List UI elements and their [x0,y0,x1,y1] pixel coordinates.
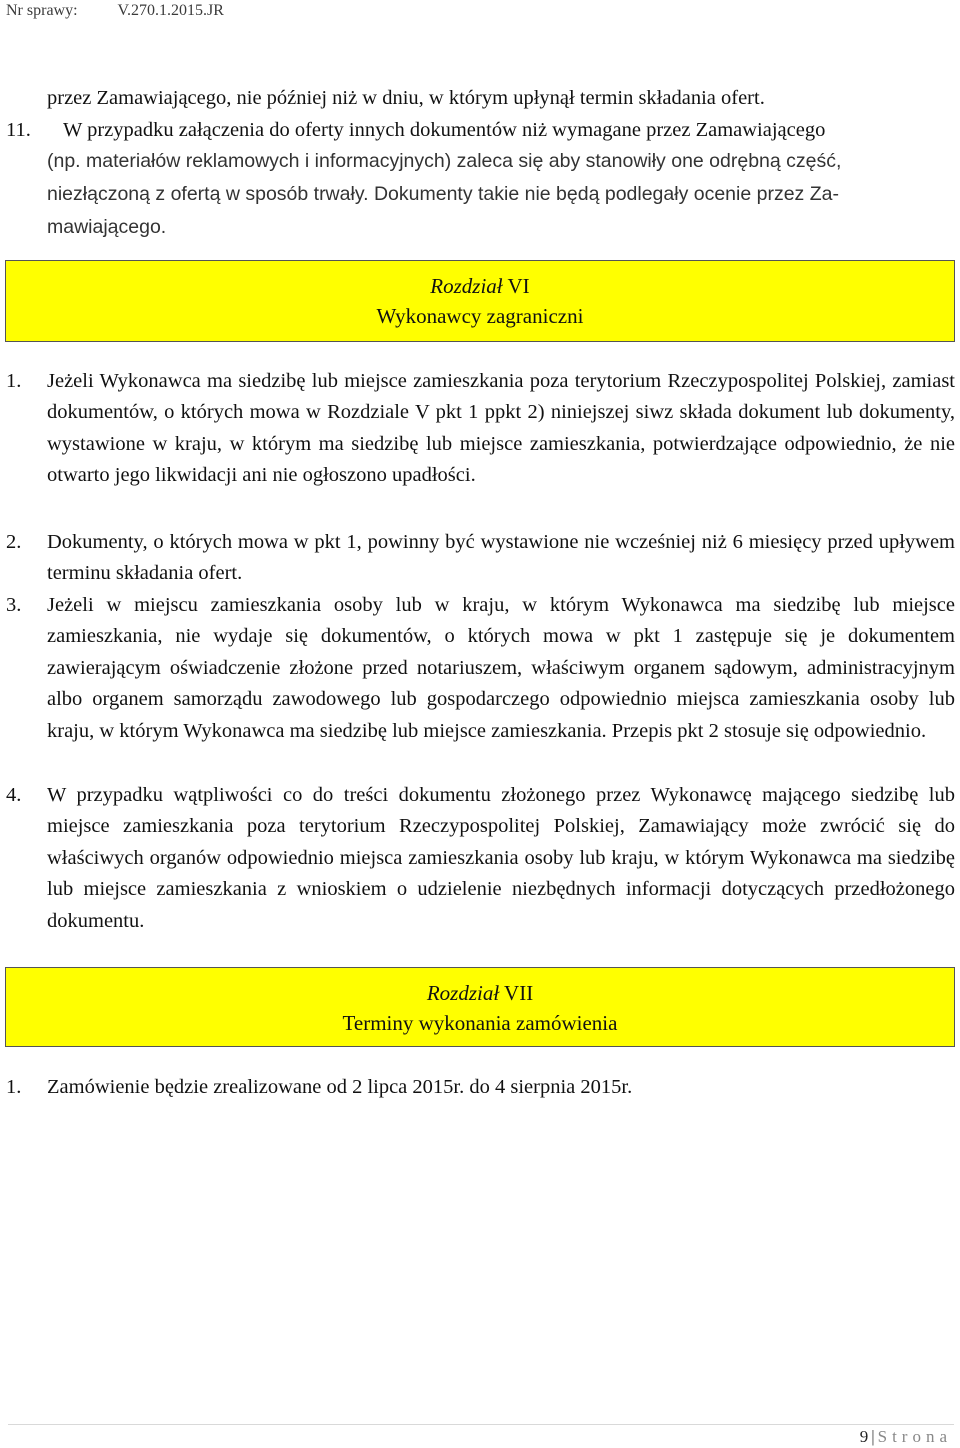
item-11-line: W przypadku załączenia do oferty innych dokumentów niż wymagane przez Zamawiającego [63,119,826,141]
chapter-6-heading [5,260,955,342]
chapter-number: VII [504,981,534,1005]
chapter-7-title: Terminy wykonania zamówienia [342,1011,618,1035]
s7-item-1-text: Zamówienie będzie zrealizowane od 2 lipca 2015r. do 4 sierpnia 2015r. [47,1076,633,1098]
s7-item-1-number: 1. [6,1076,22,1098]
s6-item-4-text: W przypadku wątpliwości co do treści dokumentu złożonego przez Wykonawcę mającego siedzibę lub miejsce zamieszkania poza terytorium Rzeczypospolitej Polskiej, Zamawiający może zwrócić się do właściwych organów odpowiednio miejsca zamieszkania osoby lub kraju, w którym Wykonawca ma siedzibę lub miejsce zamieszkania z wnioskiem o udzielenie niezbędnych informacji dotyczących przedłożonego dokumentu. [47,784,955,932]
chapter-word: Rozdział [430,274,503,298]
s6-item-2-number: 2. [6,531,22,553]
chapter-number: VI [507,274,530,298]
item-11-line: mawiającego. [47,216,167,238]
footer-separator: | [871,1427,875,1446]
page-label: Strona [877,1427,952,1446]
chapter-word: Rozdział [426,981,500,1005]
s6-item-1-text: Jeżeli Wykonawca ma siedzibę lub miejsce zamieszkania poza terytorium Rzeczypospolitej Polskiej, zamiast dokumentów, o których mowa w Rozdziale V pkt 1 ppkt 2) niniejszej siwz składa dokument lub dokumenty, wystawione w kraju, w którym ma siedzibę lub miejsce zamieszkania, potwierdzające odpowiednio, że nie otwarto jego likwidacji ani nie ogłoszono upadłości. [47,370,955,487]
item-11-number: 11. [6,119,31,141]
chapter-7-heading [5,967,955,1047]
page-number: 9 [859,1427,869,1446]
chapter-6-title: Wykonawcy zagraniczni [376,304,584,328]
s6-item-3-text: Jeżeli w miejscu zamieszkania osoby lub w kraju, w którym Wykonawca ma siedzibę lub miejsce zamieszkania, nie wydaje się dokumentów, o których mowa w pkt 1 zastępuje się je dokumentem zawierającym oświadczenie złożone przed notariuszem, właściwym organem sądowym, administracyjnym albo organem samorządu zawodowego lub gospodarczego odpowiednio miejsca zamieszkania osoby lub kraju, w którym Wykonawca ma siedzibę lub miejsce zamieszkania. Przepis pkt 2 stosuje się odpowiednio. [47,594,955,742]
s6-item-4-number: 4. [6,784,22,806]
case-label: Nr sprawy: [6,2,78,19]
chapter-6-label [6,271,954,301]
s6-item-3-number: 3. [6,594,22,616]
case-number: V.270.1.2015.JR [117,2,224,19]
item-11-line: niezłączoną z ofertą w sposób trwały. Dokumenty takie nie będą podlegały ocenie przez Za- [47,183,839,205]
page-header [6,0,224,22]
s6-item-2-text: Dokumenty, o których mowa w pkt 1, powinny być wystawione nie wcześniej niż 6 miesięcy przed upływem terminu składania ofert. [47,531,955,585]
chapter-7-label [6,978,954,1008]
intro-line: przez Zamawiającego, nie później niż w dniu, w którym upłynął termin składania ofert. [47,87,765,109]
footer-divider [8,1424,954,1425]
s6-item-1-number: 1. [6,370,22,392]
item-11-line: (np. materiałów reklamowych i informacyjnych) zaleca się aby stanowiły one odrębną część, [47,150,842,172]
